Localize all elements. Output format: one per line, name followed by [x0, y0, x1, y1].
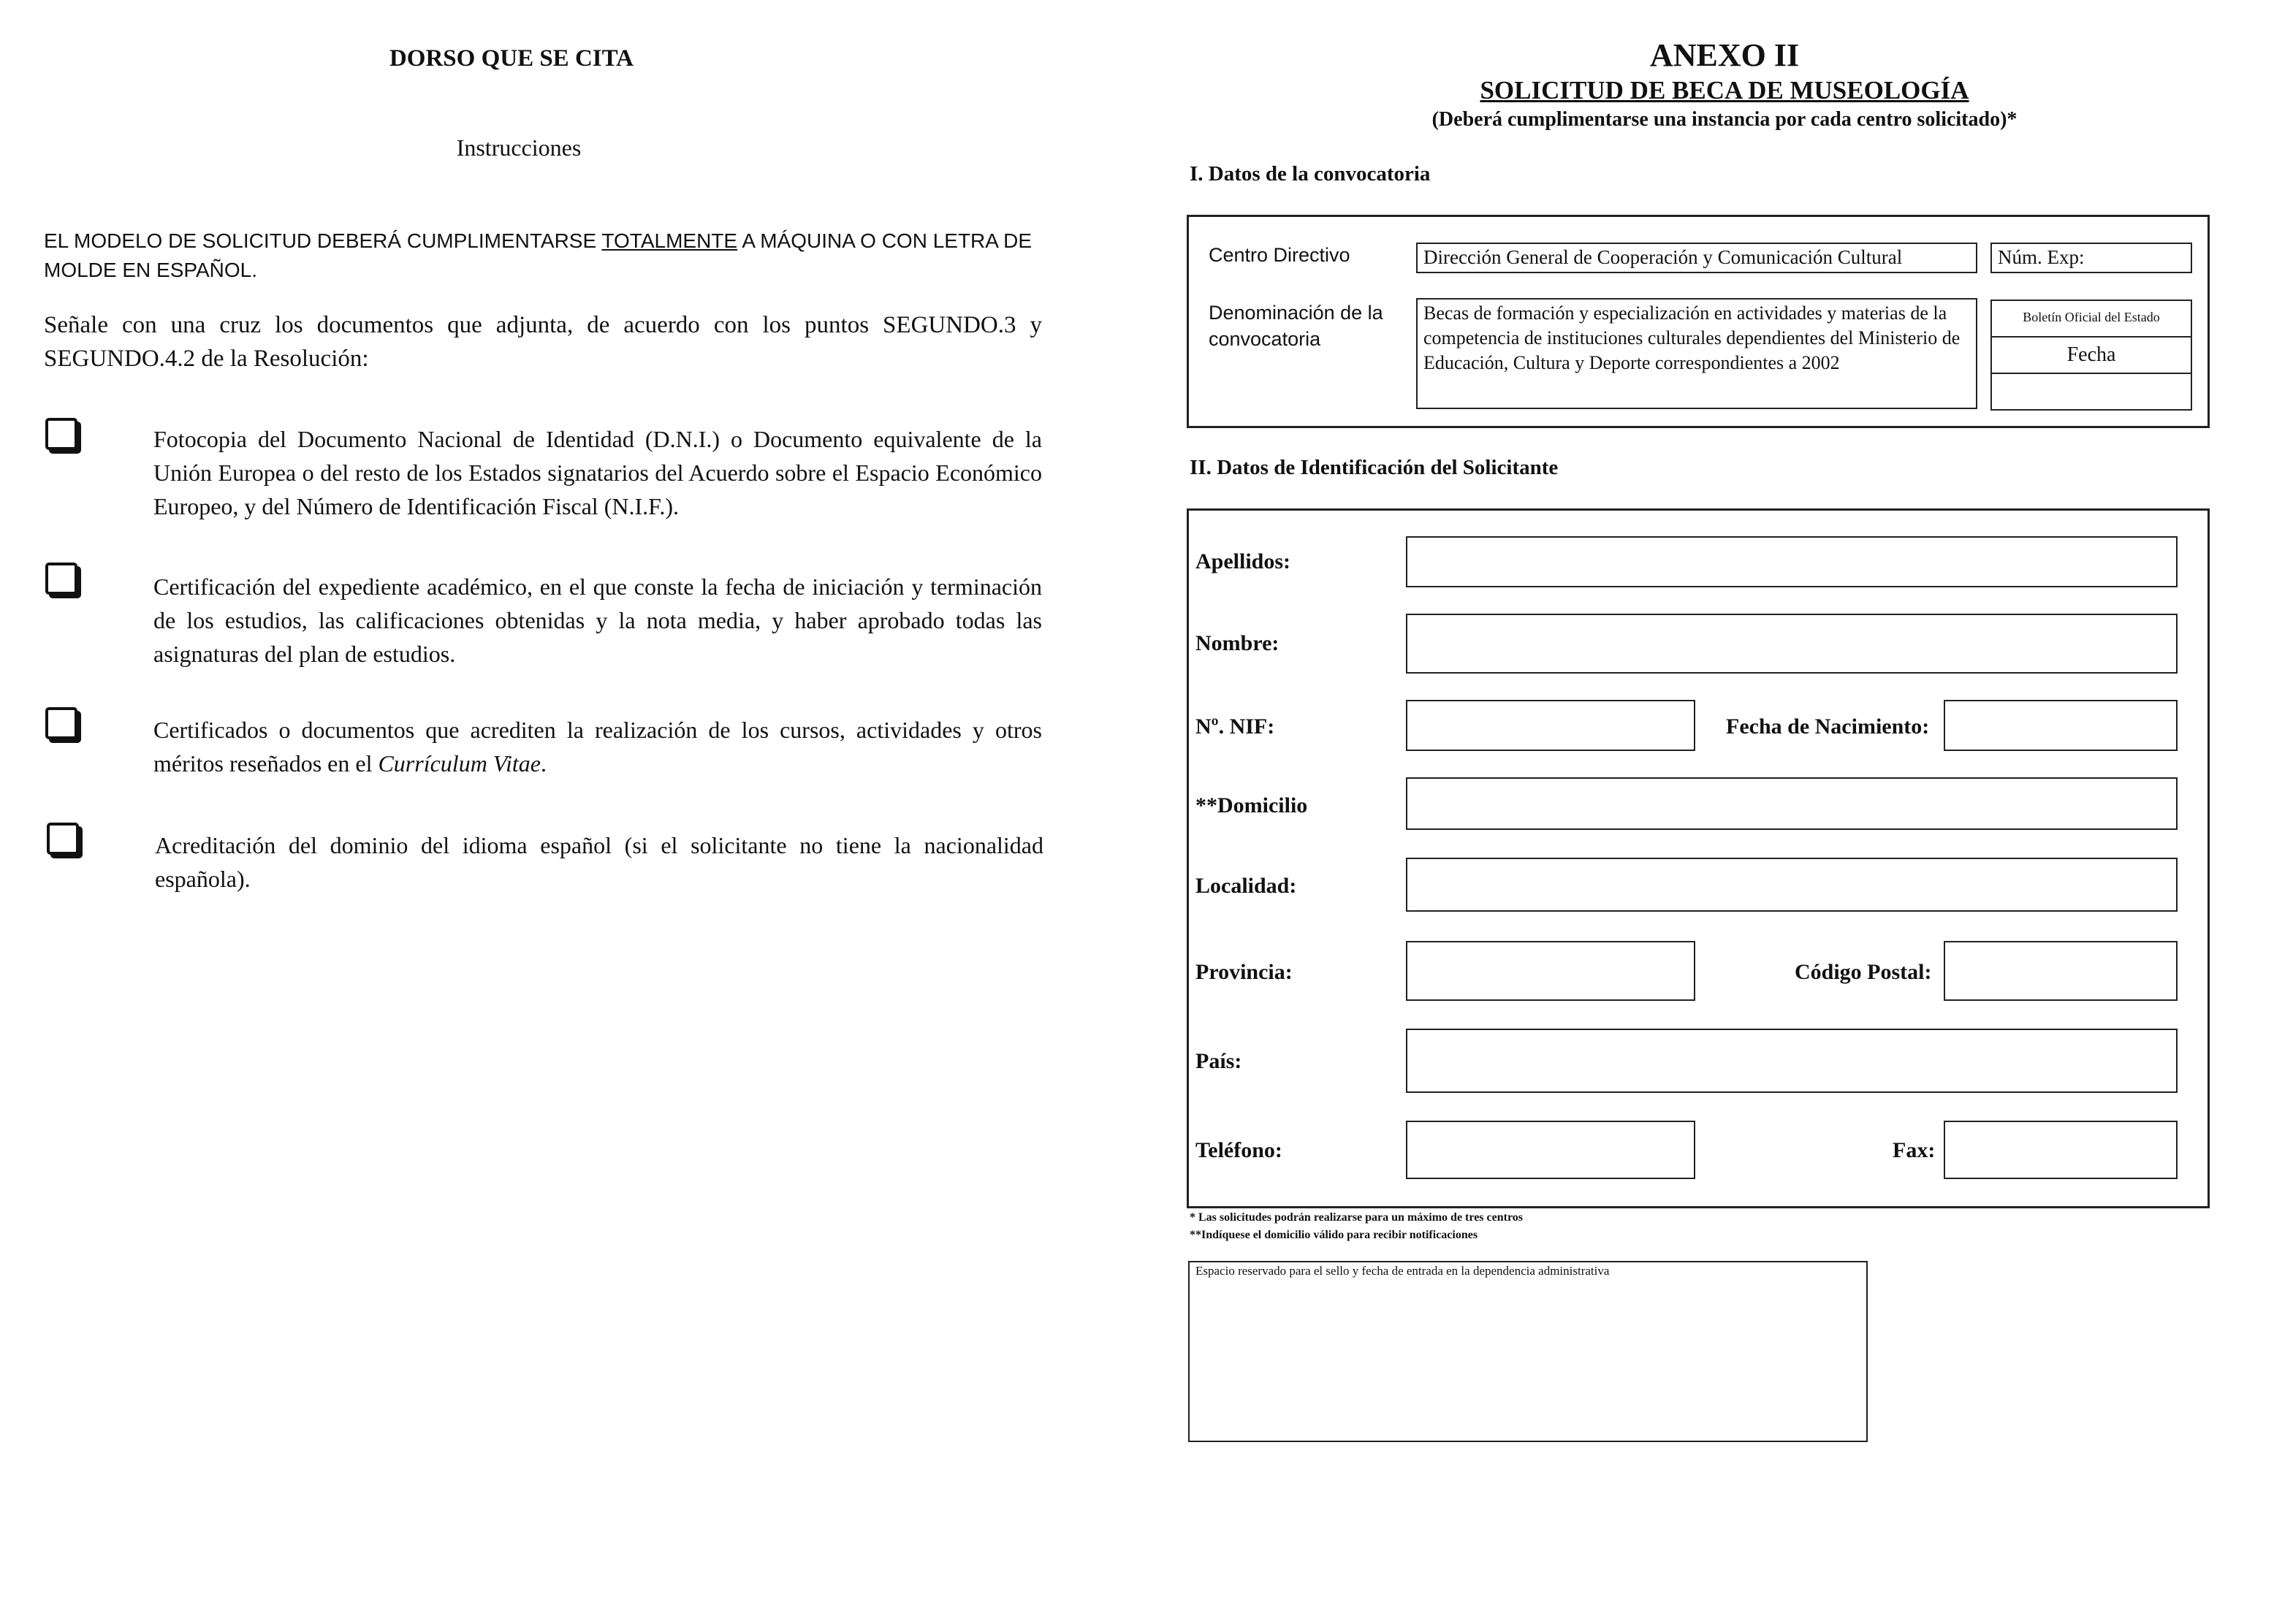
- section-convocatoria: I. Datos de la convocatoria: [1190, 162, 1431, 186]
- instructions-heading: Instrucciones: [456, 134, 582, 161]
- nombre-label: Nombre:: [1195, 631, 1279, 655]
- boe-divider-2: [1990, 373, 2192, 374]
- provincia-label: Provincia:: [1195, 960, 1293, 984]
- form-title: SOLICITUD DE BECA DE MUSEOLOGÍA: [1480, 76, 1969, 104]
- doc-item-idioma: Acreditación del dominio del idioma español (si el solicitante no tiene la nacionalidad española).: [155, 832, 1043, 892]
- checkbox-certificados[interactable]: [45, 707, 77, 739]
- checkbox-idioma[interactable]: [47, 823, 79, 855]
- telefono-input[interactable]: [1406, 1121, 1695, 1179]
- telefono-label: Teléfono:: [1195, 1138, 1282, 1162]
- boe-divider-1: [1990, 336, 2192, 338]
- centro-directivo-value: Dirección General de Cooperación y Comunicación Cultural: [1416, 243, 1977, 273]
- doc-item-expediente: Certificación del expediente académico, en el que conste la fecha de iniciación y terminación de los estudios, las calificaciones obtenidas y la nota media, y haber aprobado todas las asignaturas del plan de estudios.: [153, 573, 1042, 667]
- fax-label: Fax:: [1893, 1138, 1936, 1162]
- domicilio-input[interactable]: [1406, 777, 2178, 830]
- left-title: DORSO QUE SE CITA: [389, 45, 634, 72]
- lead-paragraph: Señale con una cruz los documentos que adjunta, de acuerdo con los puntos SEGUNDO.3 y SEGUNDO.4.2 de la Resolución:: [44, 312, 1042, 372]
- fecha-label: Fecha: [2066, 343, 2116, 366]
- pais-label: País:: [1195, 1049, 1242, 1073]
- fecha-nacimiento-input[interactable]: [1944, 700, 2178, 751]
- underlined-totalmente: TOTALMENTE: [601, 229, 738, 252]
- codigo-postal-input[interactable]: [1944, 941, 2178, 1001]
- checkbox-expediente[interactable]: [45, 563, 77, 595]
- num-exp-field[interactable]: Núm. Exp:: [1990, 243, 2192, 273]
- footnote-max-centros: * Las solicitudes podrán realizarse para un máximo de tres centros: [1190, 1211, 1523, 1224]
- pais-input[interactable]: [1406, 1029, 2178, 1093]
- checkbox-dni[interactable]: [45, 418, 77, 450]
- apellidos-input[interactable]: [1406, 536, 2178, 587]
- annex-title: ANEXO II: [1649, 37, 1800, 73]
- reserved-stamp-area: Espacio reservado para el sello y fecha de entrada en la dependencia administrativa: [1188, 1261, 1868, 1442]
- nombre-input[interactable]: [1406, 614, 2178, 674]
- domicilio-label: **Domicilio: [1195, 793, 1308, 817]
- localidad-input[interactable]: [1406, 858, 2178, 912]
- form-note: (Deberá cumplimentarse una instancia por cada centro solicitado)*: [1431, 108, 2018, 131]
- provincia-input[interactable]: [1406, 941, 1695, 1001]
- section-identificacion: II. Datos de Identificación del Solicitante: [1190, 456, 1559, 479]
- denominacion-value: Becas de formación y especialización en actividades y materias de la competencia de instituciones culturales dependientes del Ministerio de Educación, Cultura y Deporte correspondientes a 2002: [1416, 298, 1977, 409]
- denominacion-label: Denominación de la convocatoria: [1209, 302, 1383, 350]
- footnote-domicilio: **Indíquese el domicilio válido para recibir notificaciones: [1190, 1229, 1478, 1241]
- fax-input[interactable]: [1944, 1121, 2178, 1179]
- codigo-postal-label: Código Postal:: [1795, 960, 1932, 984]
- apellidos-label: Apellidos:: [1195, 549, 1291, 573]
- instruction-text: EL MODELO DE SOLICITUD DEBERÁ CUMPLIMENTARSE TOTALMENTE A MÁQUINA O CON LETRA DE MOLDE EN ESPAÑOL.: [44, 229, 1033, 281]
- doc-item-certificados: Certificados o documentos que acrediten la realización de los cursos, actividades y otros méritos reseñados en el Currículum Vitae.: [153, 717, 1042, 777]
- centro-directivo-label: Centro Directivo: [1209, 244, 1350, 266]
- doc-item-dni: Fotocopia del Documento Nacional de Identidad (D.N.I.) o Documento equivalente de la Unión Europea o del resto de los Estados signatarios del Acuerdo sobre el Espacio Económico Europeo, y del Número de Identificación Fiscal (N.I.F.).: [153, 426, 1042, 519]
- localidad-label: Localidad:: [1195, 874, 1297, 898]
- nif-input[interactable]: [1406, 700, 1695, 751]
- boe-label: Boletín Oficial del Estado: [2023, 310, 2160, 324]
- nif-label: Nº. NIF:: [1195, 714, 1275, 739]
- fecha-nacimiento-label: Fecha de Nacimiento:: [1726, 714, 1930, 739]
